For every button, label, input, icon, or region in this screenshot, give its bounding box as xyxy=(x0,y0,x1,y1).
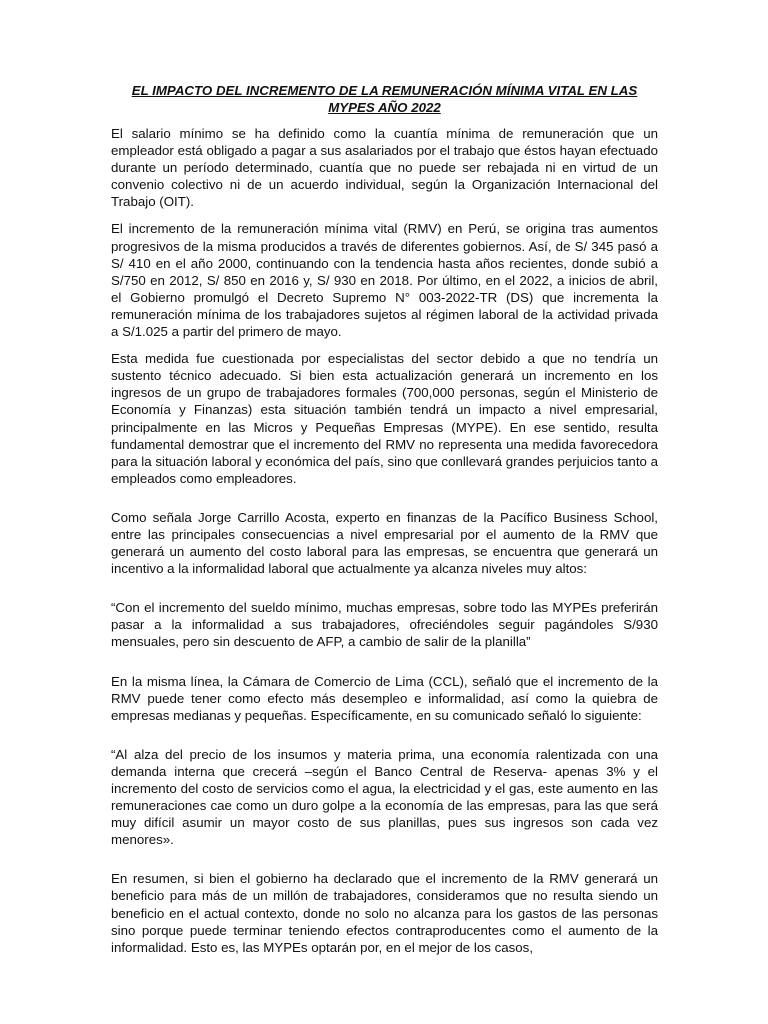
paragraph-summary: En resumen, si bien el gobierno ha declarado que el incremento de la RMV generará un beneficio para más de un millón de trabajadores, consideramos que no resulta siendo un beneficio en el actual contexto, donde no solo no alcanza para los gastos de las personas sino porque puede terminar teniendo efectos contraproducentes como el aumento de la informalidad. Esto es, las MYPEs optarán por, en el mejor de los casos, xyxy=(111,871,658,955)
paragraph-measure-questioned: Esta medida fue cuestionada por especialistas del sector debido a que no tendría un sustento técnico adecuado. Si bien esta actualización generará un incremento en los ingresos de un grupo de trabajadores formales (700,000 personas, según el Ministerio de Economía y Finanzas) esta situación también tendrá un impacto a nivel empresarial, principalmente en las Micros y Pequeñas Empresas (MYPE). En ese sentido, resulta fundamental demostrar que el incremento del RMV no representa una medida favorecedora para la situación laboral y económica del país, sino que conllevará grandes perjuicios tanto a empleados como empleadores. xyxy=(111,351,658,486)
paragraph-definition: El salario mínimo se ha definido como la cuantía mínima de remuneración que un empleador está obligado a pagar a sus asalariados por el trabajo que éstos hayan efectuado durante un período determinado, cuantía que no puede ser rebajada ni en virtud de un convenio colectivo ni de un acuerdo individual, según la Organización Internacional del Trabajo (OIT). xyxy=(111,126,658,210)
quote-carrillo: “Con el incremento del sueldo mínimo, muchas empresas, sobre todo las MYPEs preferirán pasar a la informalidad a sus trabajadores, ofreciéndoles seguir pagándoles S/930 mensuales, pero sin descuento de AFP, a cambio de salir de la planilla” xyxy=(111,600,658,650)
paragraph-carrillo-analysis: Como señala Jorge Carrillo Acosta, experto en finanzas de la Pacífico Business School, entre las principales consecuencias a nivel empresarial por el aumento de la RMV que generará un aumento del costo laboral para las empresas, se encuentra que generará un incentivo a la informalidad laboral que actualmente ya alcanza niveles muy altos: xyxy=(111,509,658,577)
document-body xyxy=(111,82,658,956)
paragraph-ccl-position: En la misma línea, la Cámara de Comercio de Lima (CCL), señaló que el incremento de la RMV puede tener como efecto más desempleo e informalidad, así como la quiebra de empresas medianas y pequeñas. Específicamente, en su comunicado señaló lo siguiente: xyxy=(111,673,658,723)
quote-ccl: “Al alza del precio de los insumos y materia prima, una economía ralentizada con una demanda interna que crecerá –según el Banco Central de Reserva- apenas 3% y el incremento del costo de servicios como el agua, la electricidad y el gas, este aumento en las remuneraciones cae como un duro golpe a la economía de las empresas, para las que será muy difícil asumir un mayor costo de sus planillas, pues sus ingresos son cada vez menores». xyxy=(111,746,658,848)
document-title: EL IMPACTO DEL INCREMENTO DE LA REMUNERACIÓN MÍNIMA VITAL EN LAS MYPES AÑO 2022 xyxy=(131,83,638,115)
paragraph-rmv-history: El incremento de la remuneración mínima vital (RMV) en Perú, se origina tras aumentos progresivos de la misma producidos a través de diferentes gobiernos. Así, de S/ 345 pasó a S/ 410 en el año 2000, continuando con la tendencia hasta años recientes, donde subió a S/750 en 2012, S/ 850 en 2016 y, S/ 930 en 2018. Por último, en el 2022, a inicios de abril, el Gobierno promulgó el Decreto Supremo N° 003-2022-TR (DS) que incrementa la remuneración mínima de los trabajadores sujetos al régimen laboral de la actividad privada a S/1.025 a partir del primero de mayo. xyxy=(111,221,658,340)
